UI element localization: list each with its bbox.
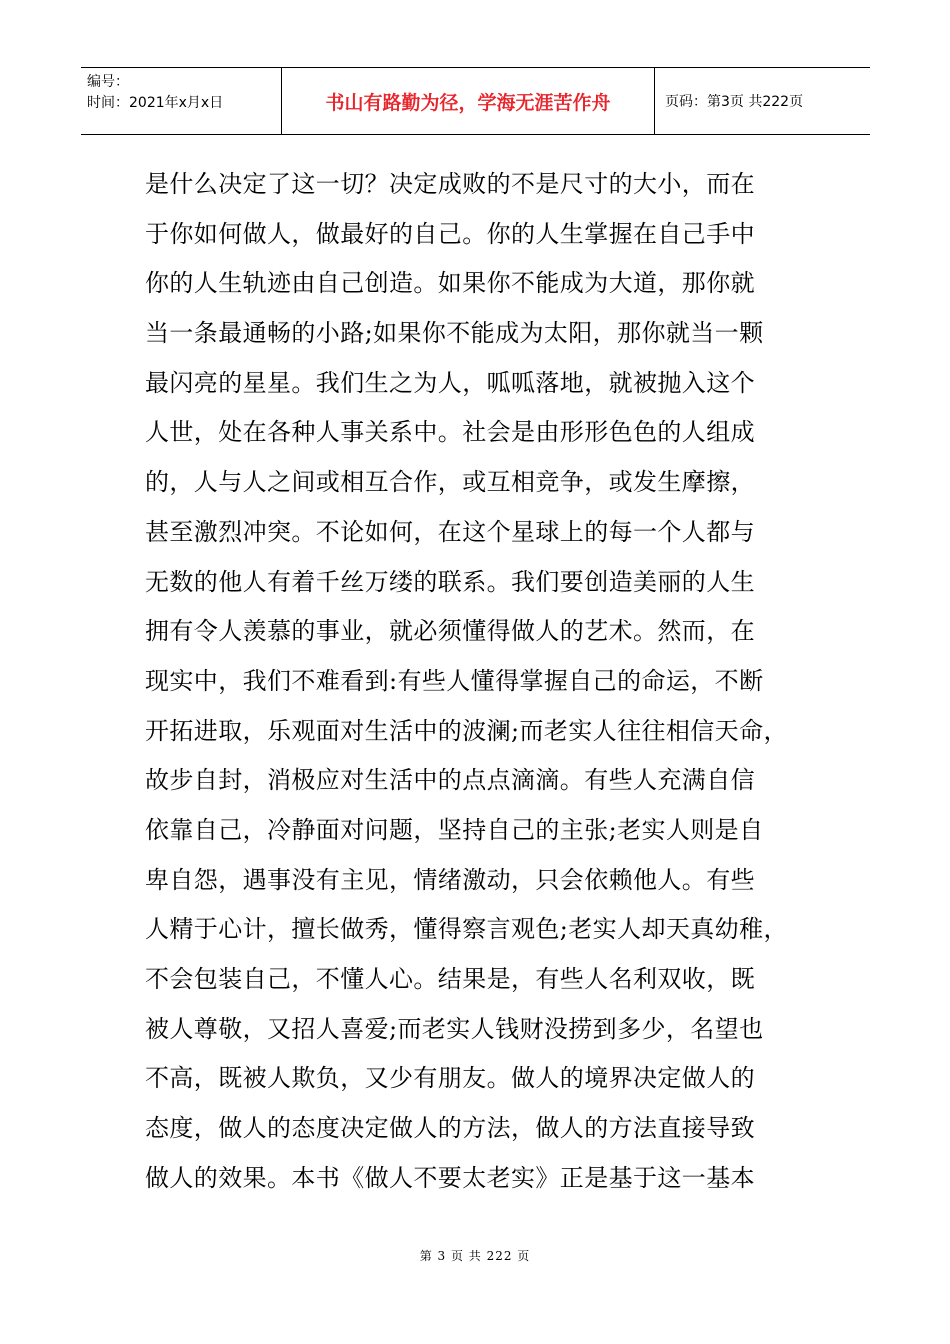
text-line: 不会包装自己，不懂人心。结果是，有些人名利双收，既 [145,965,755,993]
text-line: 最闪亮的星星。我们生之为人，呱呱落地，就被抛入这个 [145,368,755,397]
date-label: 时间：2021年x月x日 [87,95,224,111]
header-page-number: 页码：第3页 共222页 [665,94,804,110]
text-line: 人世，处在各种人事关系中。社会是由形形色色的人组成 [145,418,755,447]
text-line: 人精于心计，擅长做秀，懂得察言观色;老实人却天真幼稚， [145,915,788,944]
page-footer: 第 3 页 共 222 页 [419,1249,531,1263]
text-line: 当一条最通畅的小路;如果你不能成为太阳，那你就当一颗 [145,319,764,348]
text-line: 是什么决定了这一切？决定成败的不是尺寸的大小，而在 [145,170,755,198]
text-line: 拥有令人羡慕的事业，就必须懂得做人的艺术。然而，在 [145,617,755,646]
text-line: 做人的效果。本书《做人不要太老实》正是基于这一基本 [145,1163,755,1192]
text-line: 态度，做人的态度决定做人的方法，做人的方法直接导致 [145,1114,755,1143]
serial-number-label: 编号： [87,74,129,90]
text-line: 于你如何做人，做最好的自己。你的人生掌握在自己手中 [145,219,755,248]
text-line: 卑自怨，遇事没有主见，情绪激动，只会依赖他人。有些 [145,865,755,894]
text-line: 开拓进取，乐观面对生活中的波澜;而老实人往往相信天命， [145,716,788,745]
text-line: 故步自封，消极应对生活中的点点滴滴。有些人充满自信 [145,766,755,795]
text-line: 无数的他人有着千丝万缕的联系。我们要创造美丽的人生 [145,567,755,596]
text-line: 不高，既被人欺负，又少有朋友。做人的境界决定做人的 [145,1064,755,1093]
document-body [145,160,815,1203]
text-line: 依靠自己，冷静面对问题，坚持自己的主张;老实人则是自 [145,815,764,844]
text-line: 你的人生轨迹由自己创造。如果你不能成为大道，那你就 [145,269,755,298]
header-meta-cell [81,68,282,134]
header-motto: 书山有路勤为径，学海无涯苦作舟 [282,68,655,134]
page-header [81,67,870,135]
text-line: 的，人与人之间或相互合作，或互相竞争，或发生摩擦， [145,468,755,497]
text-line: 现实中，我们不难看到:有些人懂得掌握自己的命运，不断 [145,666,764,695]
text-line: 被人尊敬，又招人喜爱;而老实人钱财没捞到多少，名望也 [145,1014,764,1043]
text-line: 甚至激烈冲突。不论如何，在这个星球上的每一个人都与 [145,517,755,546]
